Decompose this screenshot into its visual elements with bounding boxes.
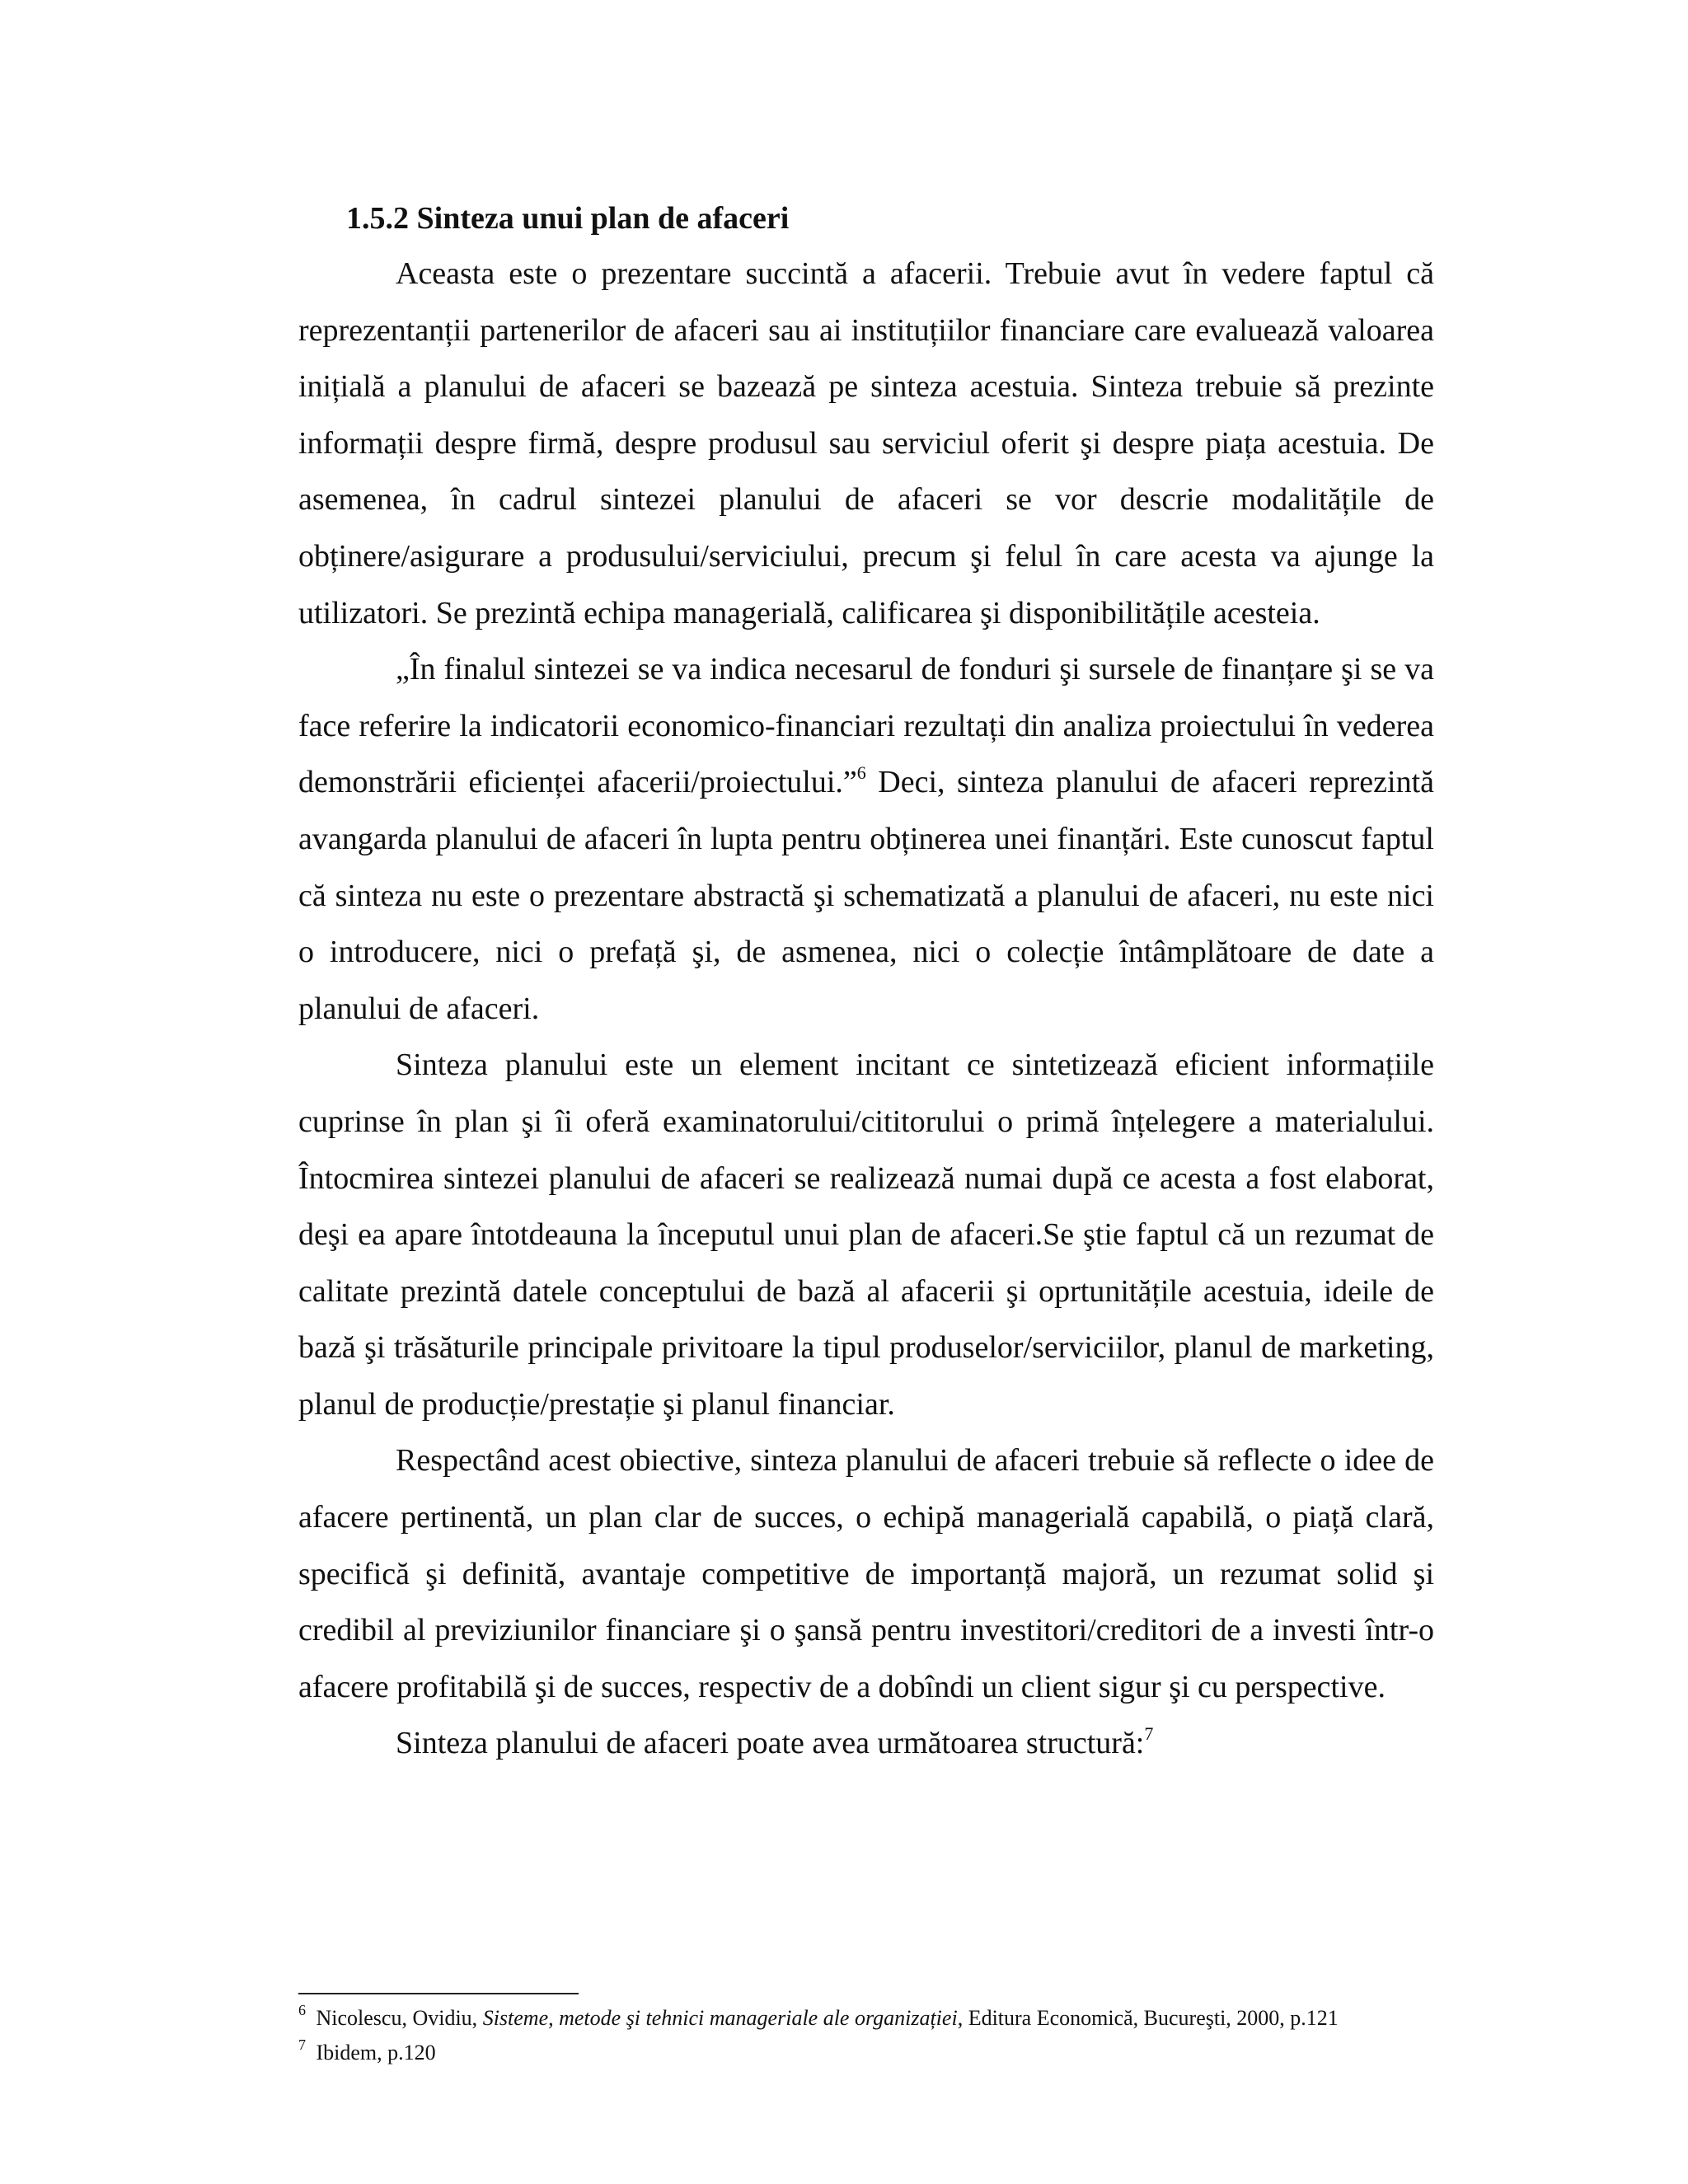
footnote-ref-6[interactable]: 6: [856, 762, 866, 784]
footnote-6-mark: 6: [298, 2002, 306, 2018]
paragraph-5: [298, 1715, 1434, 1772]
body-text: [298, 246, 1434, 1772]
paragraph-4-text: Respectând acest obiective, sinteza planului de afaceri trebuie să reflecte o idee de afacere pertinentă, un plan clar de succes, o echipă managerială capabilă, o piață clară, specifică şi definită, avantaje competitive de importanță majoră, un rezumat solid şi credibil al previziunilor financiare şi o şansă pentru investitori/creditori de a investi într-o afacere profitabilă şi de succes, respectiv de a dobîndi un client sigur şi cu perspective.: [298, 1443, 1434, 1704]
footnote-6-title: Sisteme, metode şi tehnici manageriale ale organizației: [482, 2006, 958, 2030]
footnote-6-publisher: , Editura Economică, Bucureşti, 2000, p.121: [957, 2006, 1339, 2030]
paragraph-3-text: Sinteza planului este un element incitant ce sintetizează eficient informațiile cuprinse în plan şi îi oferă examinatorului/cititorului o primă înțelegere a materialului. Întocmirea sintezei planului de afaceri se realizează numai după ce acesta a fost elaborat, deşi ea apare întotdeauna la începutul unui plan de afaceri.Se ştie faptul că un rezumat de calitate prezintă datele conceptului de bază al afacerii şi oprtunitățile acestuia, ideile de bază şi trăsăturile principale privitoare la tipul produselor/serviciilor, planul de marketing, planul de producție/prestație şi planul financiar.: [298, 1047, 1434, 1422]
paragraph-4: [298, 1432, 1434, 1715]
paragraph-1: [298, 246, 1434, 641]
footnote-6-author: Nicolescu, Ovidiu,: [311, 2006, 483, 2030]
paragraph-2-text: Deci, sinteza planului de afaceri reprezintă avangarda planului de afaceri în lupta pentru obținerea unei finanțări. Este cunoscut faptul că sinteza nu este o prezentare abstractă şi schematizată a planului de afaceri, nu este nici o introducere, nici o prefață şi, de asmenea, nici o colecție întâmplătoare de date a planului de afaceri.: [298, 765, 1435, 1026]
paragraph-5-text: Sinteza planului de afaceri poate avea următoarea structură:: [396, 1726, 1145, 1761]
footnotes: [298, 2001, 1535, 2070]
footnote-7-text: Ibidem, p.120: [311, 2041, 436, 2064]
footnote-6: [298, 2001, 1535, 2036]
paragraph-2: [298, 641, 1434, 1037]
footnote-7: [298, 2036, 1535, 2070]
footnote-ref-7[interactable]: 7: [1144, 1723, 1154, 1745]
footnote-7-mark: 7: [298, 2036, 306, 2053]
footnote-separator: [298, 1993, 579, 1994]
paragraph-1-text: Aceasta este o prezentare succintă a afacerii. Trebuie avut în vedere faptul că reprezentanții partenerilor de afaceri sau ai instituțiilor financiare care evaluează valoarea inițială a planului de afaceri se bazează pe sinteza acestuia. Sinteza trebuie să prezinte informații despre firmă, despre produsul sau serviciul oferit şi despre piața acestuia. De asemenea, în cadrul sintezei planului de afaceri se vor descrie modalitățile de obținere/asigurare a produsului/serviciului, precum şi felul în care acesta va ajunge la utilizatori. Se prezintă echipa managerială, calificarea şi disponibilitățile acesteia.: [298, 256, 1434, 630]
paragraph-3: [298, 1037, 1434, 1432]
section-heading: 1.5.2 Sinteza unui plan de afaceri: [346, 201, 790, 236]
paragraph-2-quote: „În finalul sintezei se va indica necesarul de fonduri şi sursele de finanțare şi se va face referire la indicatorii economico-financiari rezultați din analiza proiectului în vederea demonstrării eficienței afacerii/proiectului.”: [298, 652, 1434, 800]
